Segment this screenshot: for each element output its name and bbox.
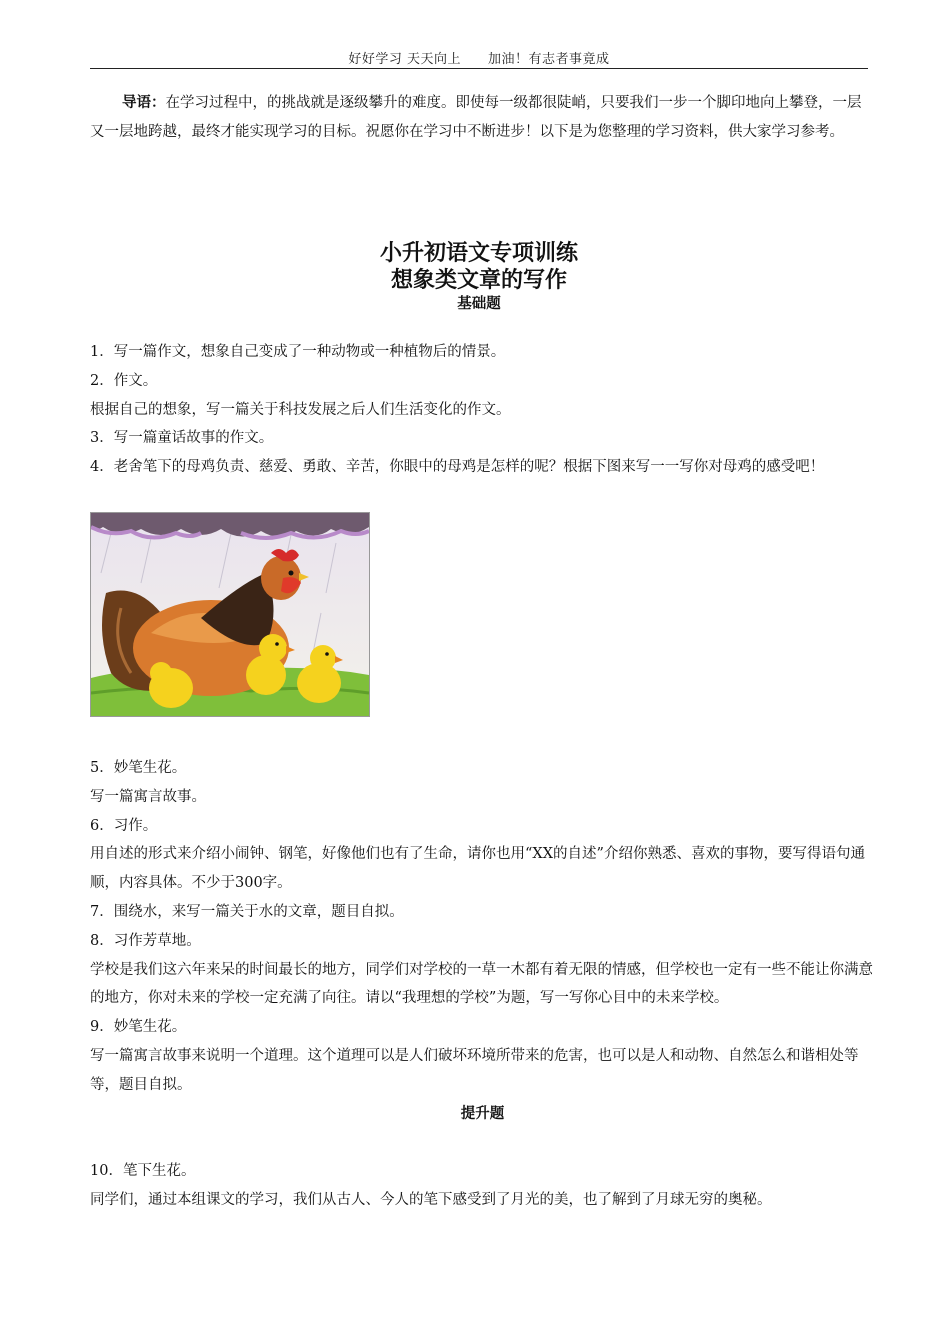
question-8: 8．习作芳草地。 [90, 932, 201, 949]
question-2: 2．作文。 [90, 372, 158, 389]
section-title-basic: 基础题 [457, 296, 501, 312]
basic-questions-part1 [90, 338, 875, 482]
question-3: 3．写一篇童话故事的作文。 [90, 430, 274, 447]
question-6-text: 用自述的形式来介绍小闹钟、钢笔，好像他们也有了生命，请你也用“XX的自述”介绍你熟悉、喜欢的事物，要写得语句通顺，内容具体。不少于300字。 [90, 846, 865, 892]
question-9: 9．妙笔生花。 [90, 1019, 187, 1036]
question-5-text: 写一篇寓言故事。 [90, 788, 206, 805]
question-9-text: 写一篇寓言故事来说明一个道理。这个道理可以是人们破坏环境所带来的危害，也可以是人和动物、自然怎么和谐相处等等，题目自拟。 [90, 1047, 859, 1093]
question-10-text: 同学们，通过本组课文的学习，我们从古人、今人的笔下感受到了月光的美，也了解到了月球无穷的奥秘。 [90, 1191, 772, 1208]
question-1: 1．写一篇作文，想象自己变成了一种动物或一种植物后的情景。 [90, 344, 506, 360]
page-header: 好好学习 天天向上 加油！有志者事竟成 [348, 52, 610, 67]
intro-text: 在学习过程中，的挑战就是逐级攀升的难度。即使每一级都很陡峭，只要我们一步一个脚印地向上攀登，一层又一层地跨越，最终才能实现学习的目标。祝愿你在学习中不断进步！以下是为您整理的学习资料，供大家学习参考。 [90, 95, 862, 140]
sub-title: 想象类文章的写作 [390, 268, 567, 293]
spacer [90, 1128, 875, 1157]
question-2-text: 根据自己的想象，写一篇关于科技发展之后人们生活变化的作文。 [90, 401, 511, 418]
question-8-text: 学校是我们这六年来呆的时间最长的地方，同学们对学校的一草一木都有着无限的情感，但学校也一定有一些不能让你满意的地方，你对未来的学校一定充满了向往。请以“我理想的学校”为题，写一写你心目中的未来学校。 [90, 961, 873, 1007]
question-5: 5．妙笔生花。 [90, 760, 187, 776]
question-7: 7．围绕水，来写一篇关于水的文章，题目自拟。 [90, 903, 404, 920]
question-6: 6．习作。 [90, 817, 158, 834]
hen-and-chicks-illustration [90, 512, 370, 717]
main-title: 小升初语文专项训练 [379, 241, 578, 266]
basic-questions-part2 [90, 754, 875, 1215]
question-4: 4．老舍笔下的母鸡负责、慈爱、勇敢、辛苦，你眼中的母鸡是怎样的呢？根据下图来写一一写你对母鸡的感受吧！ [90, 459, 825, 476]
intro-paragraph [90, 88, 870, 147]
section-title-advanced: 提升题 [460, 1105, 505, 1122]
intro-lead: 导语： [122, 94, 166, 111]
header-rule [90, 68, 868, 69]
question-10: 10．笔下生花。 [90, 1163, 196, 1180]
